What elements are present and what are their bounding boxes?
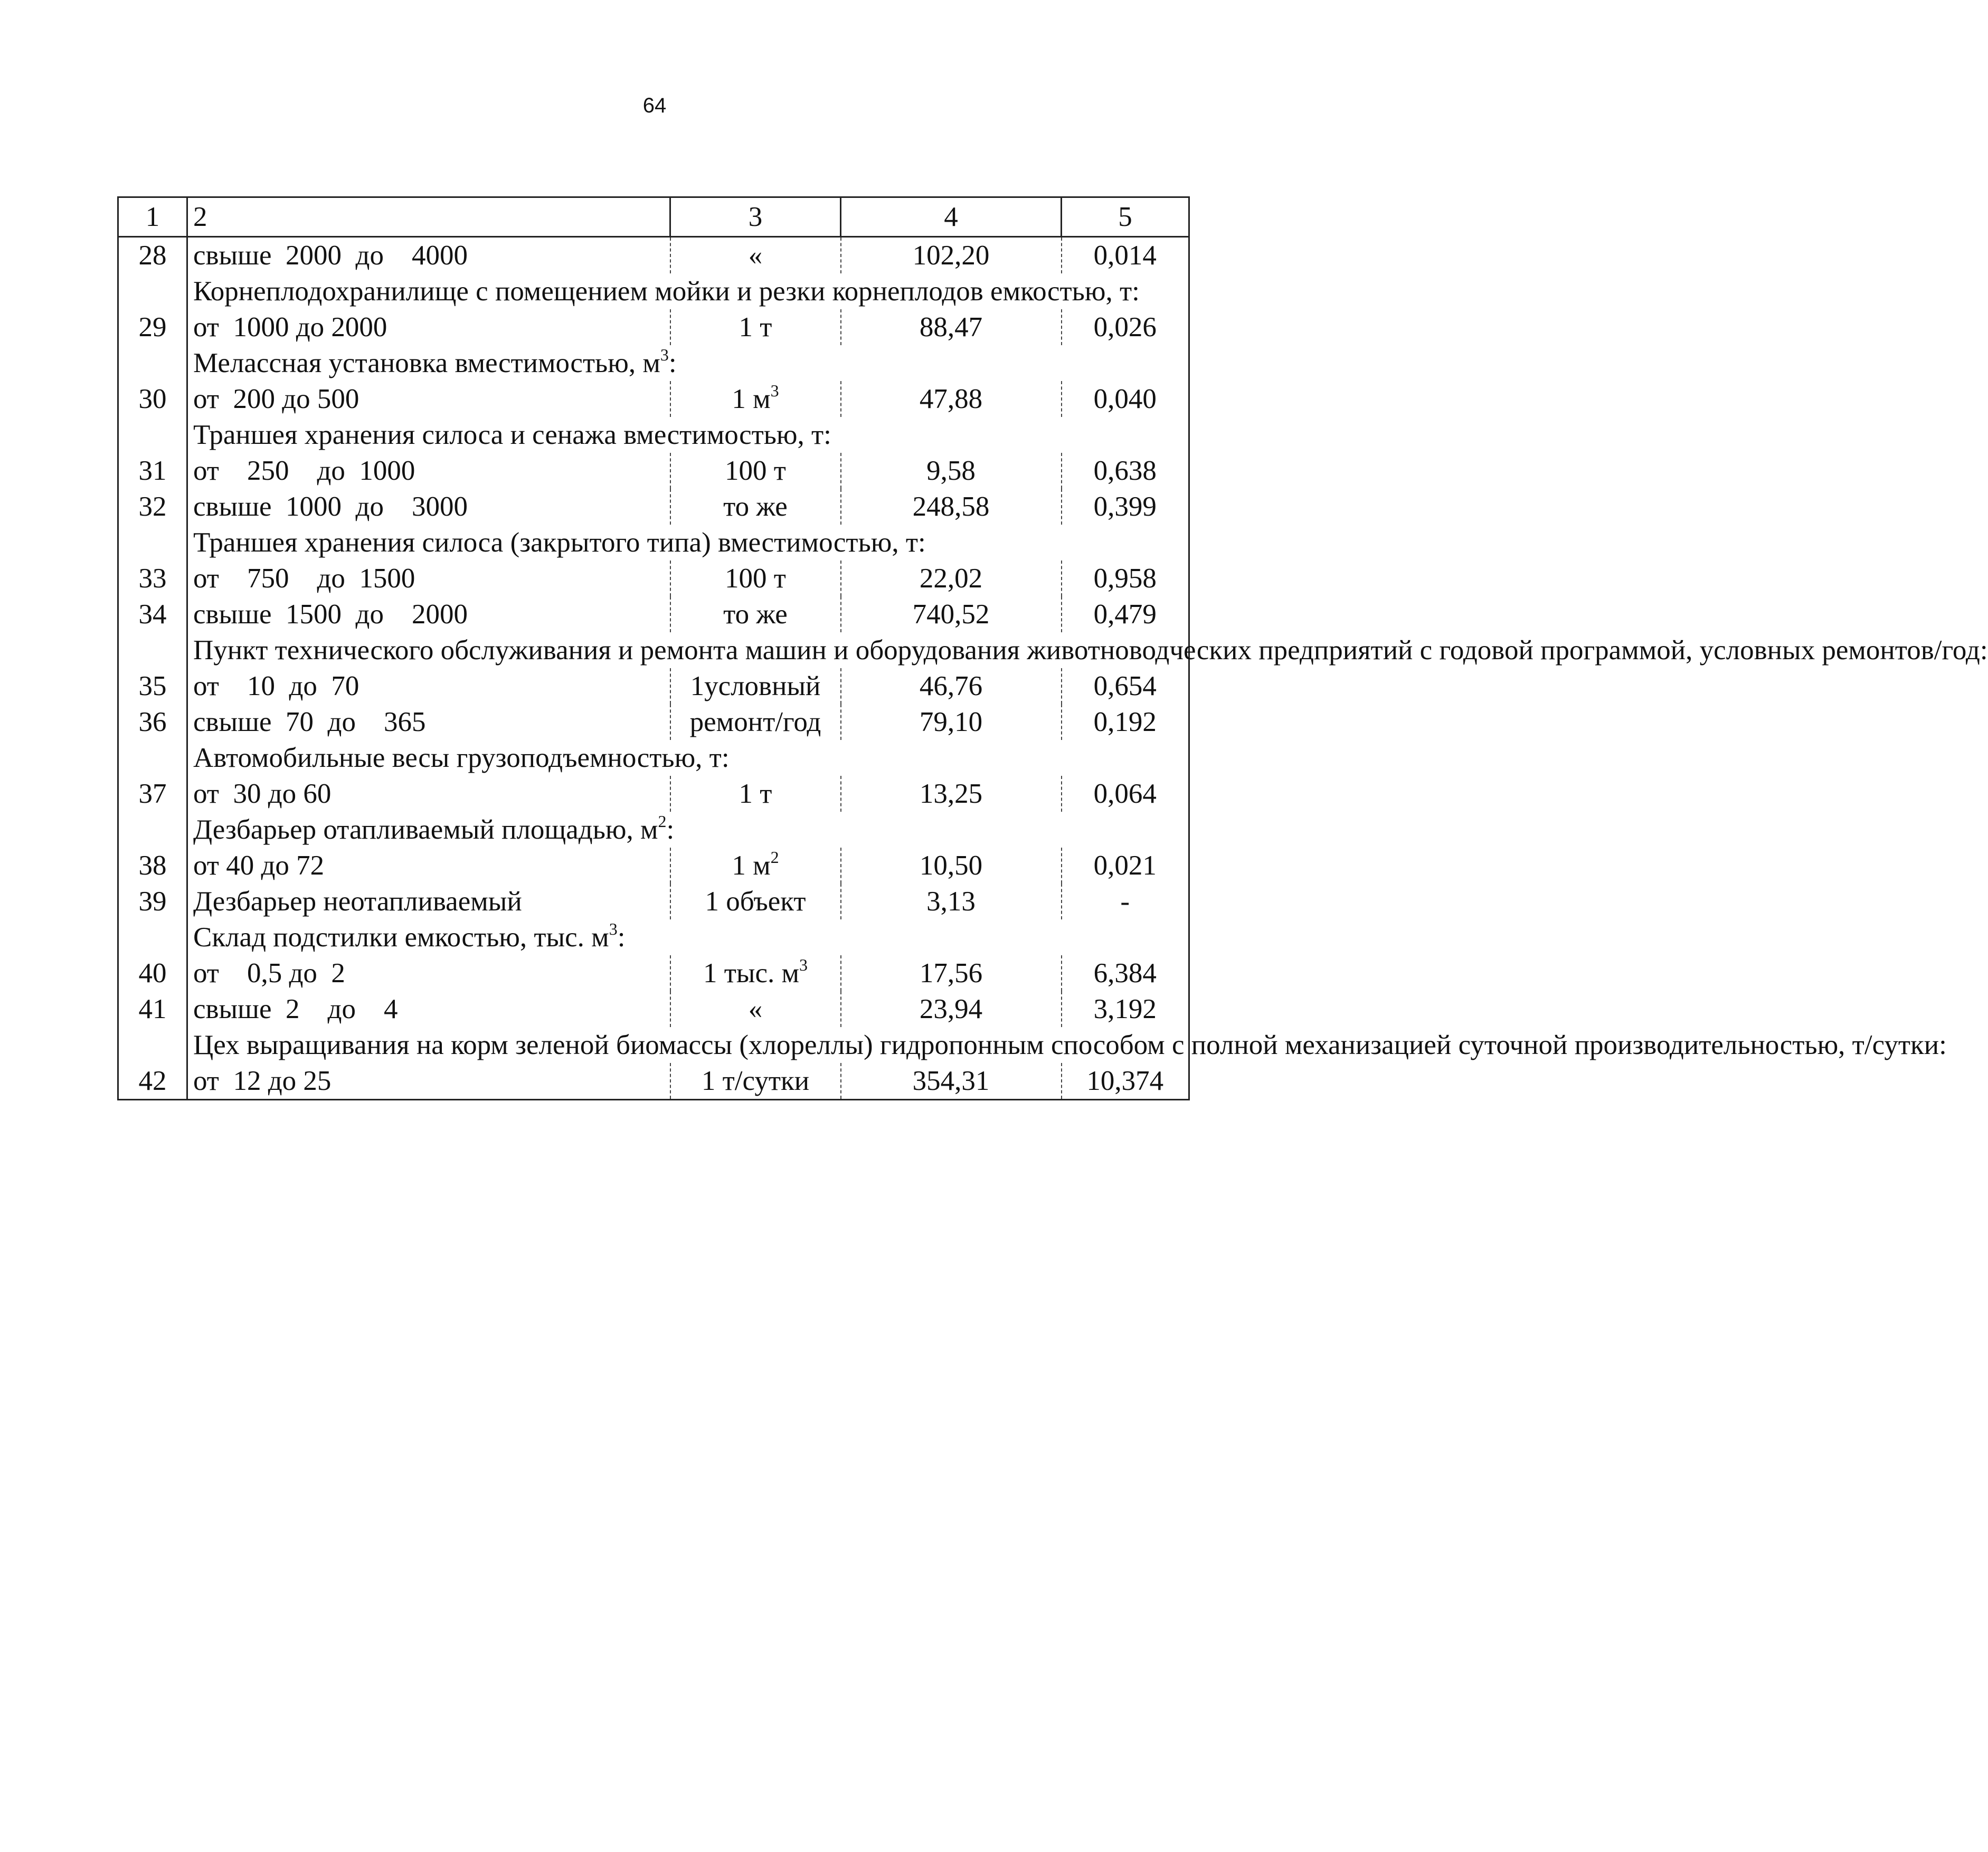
superscript: 3 [799,955,808,974]
table-row [118,1063,1189,1100]
item-name-cell: от 30 до 60 [187,776,670,812]
item-name-cell: свыше 1500 до 2000 [187,596,670,632]
section-title [187,632,1988,668]
value-col5-cell: 0,399 [1062,489,1189,525]
table-row [118,704,1189,740]
item-name-cell: свыше 2000 до 4000 [187,237,670,274]
value-col4-cell: 13,25 [841,776,1062,812]
section-text: Корнеплодохранилище с помещением мойки и резки корнеплодов емкостью, т: [193,276,1140,307]
unit-text: 100 т [725,563,786,594]
item-name-cell: свыше 70 до 365 [187,704,670,740]
unit-cell [670,955,841,991]
row-number-cell: 42 [118,1063,187,1100]
value-col5-cell: 0,192 [1062,704,1189,740]
value-col5-cell: 0,064 [1062,776,1189,812]
row-number-cell: 38 [118,848,187,884]
row-number-cell [118,417,187,453]
section-row [118,417,1189,453]
row-number-cell: 32 [118,489,187,525]
section-title [187,417,1189,453]
section-text: Мелассная установка вместимостью, м [193,348,660,378]
unit-cell [670,848,841,884]
row-number-cell: 36 [118,704,187,740]
unit-cell [670,991,841,1027]
value-col4-cell: 740,52 [841,596,1062,632]
value-col4-cell: 46,76 [841,668,1062,704]
unit-text: то же [723,599,788,630]
item-name-cell: от 250 до 1000 [187,453,670,489]
item-name-cell: от 0,5 до 2 [187,955,670,991]
value-col4-cell: 79,10 [841,704,1062,740]
unit-text: « [748,993,763,1024]
row-number-cell: 40 [118,955,187,991]
table-row [118,381,1189,417]
header-cell: 2 [187,197,670,237]
section-row [118,812,1189,848]
row-number-cell [118,740,187,776]
value-col5-cell: 0,638 [1062,453,1189,489]
table-row [118,489,1189,525]
row-number-cell [118,812,187,848]
unit-text: 1 т [739,311,772,343]
section-text-suffix: : [617,922,626,953]
row-number-cell: 35 [118,668,187,704]
table-row [118,237,1189,274]
unit-cell [670,884,841,919]
unit-text: 1 м [732,383,771,414]
unit-cell [670,704,841,740]
unit-text: то же [723,491,788,522]
unit-cell [670,668,841,704]
table-row [118,596,1189,632]
value-col4-cell: 23,94 [841,991,1062,1027]
superscript: 3 [660,345,669,364]
section-title [187,1027,1947,1063]
unit-text: « [748,240,763,271]
row-number-cell: 39 [118,884,187,919]
row-number-cell: 30 [118,381,187,417]
table-body [118,197,1988,1100]
value-col5-cell: 0,021 [1062,848,1189,884]
value-col5-cell: - [1062,884,1189,919]
item-name-cell: Дезбарьер неотапливаемый [187,884,670,919]
value-col4-cell: 22,02 [841,561,1062,596]
unit-text: 1 объект [705,886,806,917]
unit-text: 1 т [739,778,772,809]
unit-text: 1условный [690,670,821,701]
row-number-cell: 41 [118,991,187,1027]
section-title [187,812,1189,848]
item-name-cell: свыше 2 до 4 [187,991,670,1027]
value-col5-cell: 6,384 [1062,955,1189,991]
section-text: Пункт технического обслуживания и ремонта машин и оборудования животноводческих предприятий с годовой программой, условных ремонтов/год: [193,635,1988,666]
table-row [118,453,1189,489]
value-col4-cell: 248,58 [841,489,1062,525]
header-cell: 5 [1062,197,1189,237]
unit-text: 1 т/сутки [701,1065,810,1096]
section-text: Цех выращивания на корм зеленой биомассы (хлореллы) гидропонным способом с полной механизацией суточной производительностью, т/сутки: [193,1030,1947,1060]
table-row [118,991,1189,1027]
table-row [118,561,1189,596]
section-text: Траншея хранения силоса (закрытого типа) вместимостью, т: [193,527,926,558]
section-text: Автомобильные весы грузоподъемностью, т: [193,743,730,773]
value-col5-cell: 3,192 [1062,991,1189,1027]
unit-cell [670,1063,841,1100]
section-title [187,740,1189,776]
item-name-cell: от 200 до 500 [187,381,670,417]
table-row [118,848,1189,884]
section-row [118,1027,1189,1063]
unit-text: 100 т [725,455,786,486]
section-title [187,273,1189,309]
value-col5-cell: 0,479 [1062,596,1189,632]
section-title [187,345,1189,381]
section-row [118,273,1189,309]
section-text: Склад подстилки емкостью, тыс. м [193,922,609,953]
superscript: 3 [770,381,779,400]
section-text-suffix: : [666,814,675,845]
item-name-cell: от 10 до 70 [187,668,670,704]
value-col5-cell: 0,654 [1062,668,1189,704]
section-row [118,632,1189,668]
value-col5-cell: 0,040 [1062,381,1189,417]
section-row [118,740,1189,776]
row-number-cell: 34 [118,596,187,632]
row-number-cell [118,919,187,955]
row-number-cell: 29 [118,309,187,345]
page-number: 64 [642,94,667,117]
value-col5-cell: 0,014 [1062,237,1189,274]
value-col4-cell: 354,31 [841,1063,1062,1100]
value-col4-cell: 9,58 [841,453,1062,489]
value-col5-cell: 0,026 [1062,309,1189,345]
section-text-suffix: : [668,348,677,378]
header-cell: 3 [670,197,841,237]
unit-text: 1 тыс. м [703,957,800,989]
item-name-cell: от 12 до 25 [187,1063,670,1100]
table-row [118,955,1189,991]
row-number-cell [118,1027,187,1063]
value-col4-cell: 3,13 [841,884,1062,919]
unit-text: ремонт/год [689,706,821,737]
value-col4-cell: 10,50 [841,848,1062,884]
table-row [118,309,1189,345]
unit-cell [670,561,841,596]
value-col5-cell: 0,958 [1062,561,1189,596]
unit-cell [670,309,841,345]
superscript: 3 [609,919,618,938]
row-number-cell [118,632,187,668]
row-number-cell [118,273,187,309]
value-col4-cell: 47,88 [841,381,1062,417]
superscript: 2 [658,812,667,831]
item-name-cell: от 750 до 1500 [187,561,670,596]
row-number-cell: 28 [118,237,187,274]
section-text: Дезбарьер отапливаемый площадью, м [193,814,658,845]
item-name-cell: от 40 до 72 [187,848,670,884]
table-row [118,884,1189,919]
section-row [118,525,1189,561]
section-title [187,919,1189,955]
row-number-cell: 31 [118,453,187,489]
unit-cell [670,237,841,274]
unit-cell [670,489,841,525]
unit-text: 1 м [732,850,771,881]
section-title [187,525,1189,561]
row-number-cell [118,345,187,381]
section-row [118,919,1189,955]
superscript: 2 [770,847,779,867]
unit-cell [670,453,841,489]
row-number-cell: 33 [118,561,187,596]
item-name-cell: свыше 1000 до 3000 [187,489,670,525]
item-name-cell: от 1000 до 2000 [187,309,670,345]
value-col4-cell: 88,47 [841,309,1062,345]
norms-table [117,196,1988,1100]
header-cell: 4 [841,197,1062,237]
unit-cell [670,776,841,812]
table-row [118,776,1189,812]
header-cell: 1 [118,197,187,237]
value-col4-cell: 102,20 [841,237,1062,274]
unit-cell [670,381,841,417]
value-col5-cell: 10,374 [1062,1063,1189,1100]
unit-cell [670,596,841,632]
section-text: Траншея хранения силоса и сенажа вместимостью, т: [193,420,831,450]
table-row [118,668,1189,704]
table-header-row [118,197,1189,237]
value-col4-cell: 17,56 [841,955,1062,991]
row-number-cell [118,525,187,561]
row-number-cell: 37 [118,776,187,812]
section-row [118,345,1189,381]
